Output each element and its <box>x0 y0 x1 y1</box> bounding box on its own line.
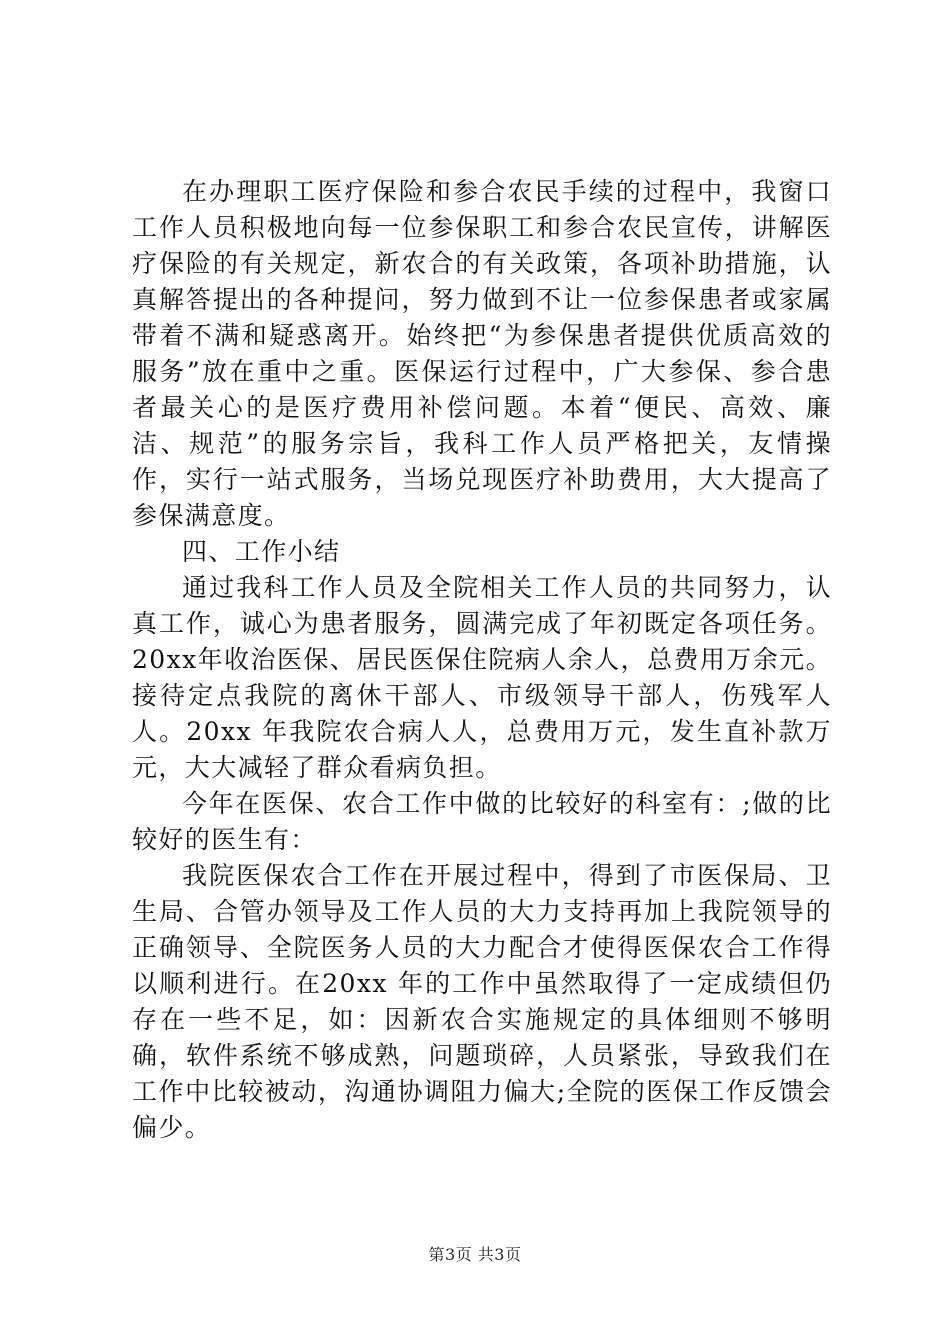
paragraph-good-departments: 今年在医保、农合工作中做的比较好的科室有：;做的比较好的医生有： <box>132 789 832 854</box>
page-footer: 第3页 共3页 <box>428 1245 522 1264</box>
paragraph-summary-results: 通过我科工作人员及全院相关工作人员的共同努力，认真工作，诚心为患者服务，圆满完成了年初既定各项任务。20xx年收治医保、居民医保住院病人余人，总费用万余元。接待定点我院的离休干部人、市级领导干部人，伤残军人人。20xx 年我院农合病人人，总费用万元，发生直补款万元，大大减轻了群众看病负担。 <box>132 573 832 782</box>
document-body <box>132 174 832 1146</box>
paragraph-service-window: 在办理职工医疗保险和参合农民手续的过程中，我窗口工作人员积极地向每一位参保职工和参合农民宣传，讲解医疗保险的有关规定，新农合的有关政策，各项补助措施，认真解答提出的各种提问，努力做到不让一位参保患者或家属带着不满和疑惑离开。始终把“为参保患者提供优质高效的服务”放在重中之重。医保运行过程中，广大参保、参合患者最关心的是医疗费用补偿问题。本着“便民、高效、廉洁、规范”的服务宗旨，我科工作人员严格把关，友情操作，实行一站式服务，当场兑现医疗补助费用，大大提高了参保满意度。 <box>132 177 832 530</box>
section-heading-work-summary: 四、工作小结 <box>182 537 341 566</box>
paragraph-support-and-shortcomings: 我院医保农合工作在开展过程中，得到了市医保局、卫生局、合管办领导及工作人员的大力支持再加上我院领导的正确领导、全院医务人员的大力配合才使得医保农合工作得以顺利进行。在20xx 年的工作中虽然取得了一定成绩但仍存在一些不足，如：因新农合实施规定的具体细则不够明确，软件系统不够成熟，问题琐碎，人员紧张，导致我们在工作中比较被动，沟通协调阻力偏大;全院的医保工作反馈会偏少。 <box>132 861 832 1142</box>
